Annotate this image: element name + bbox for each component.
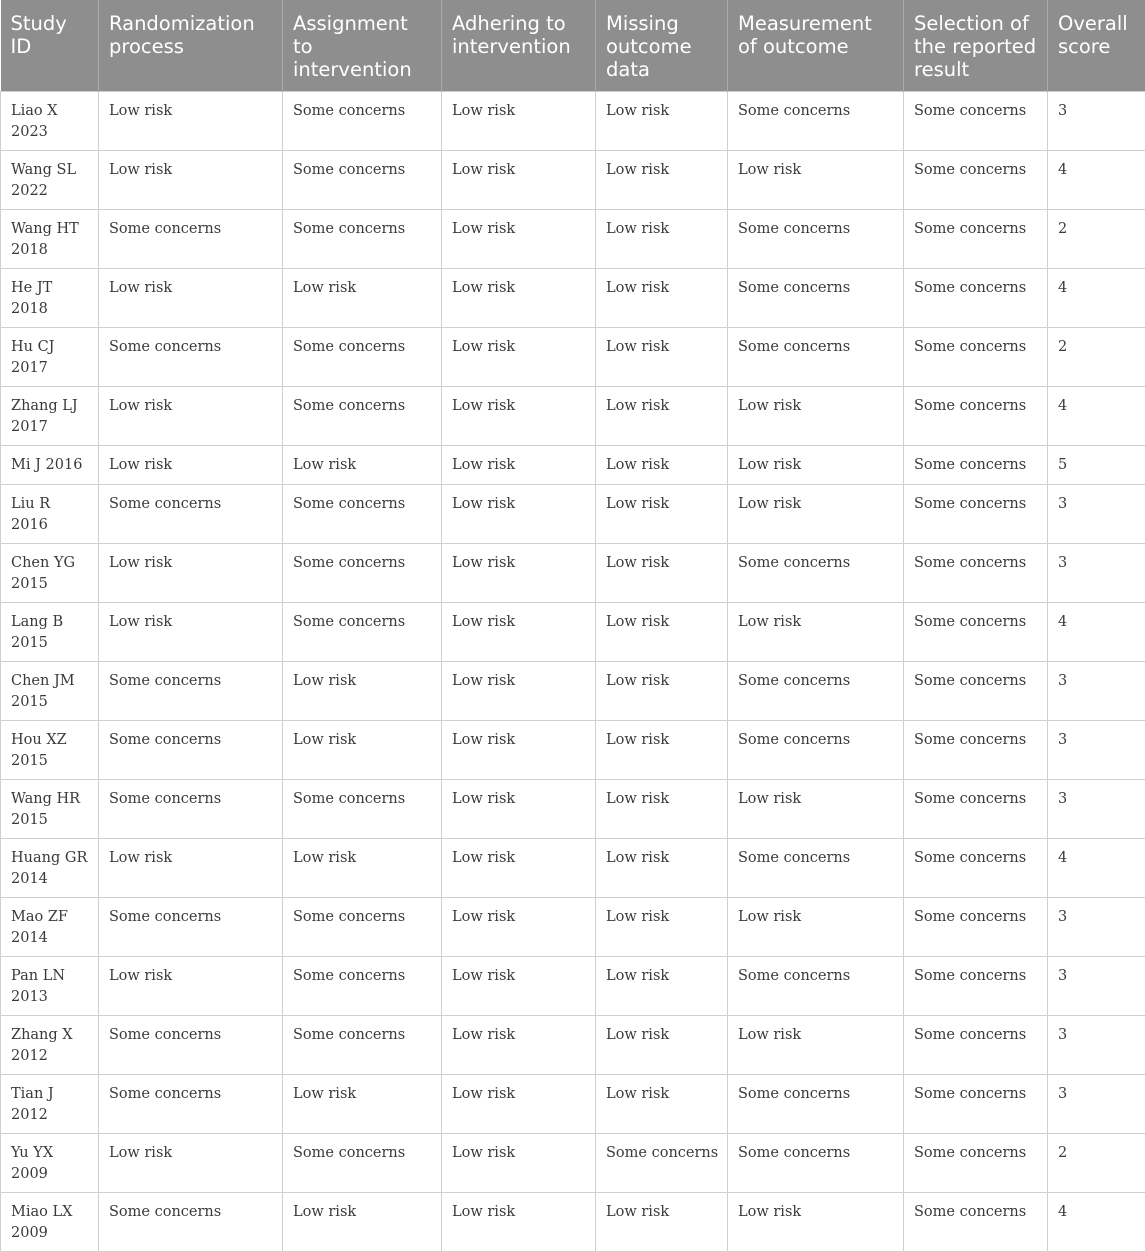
cell-selection-of-reported-result: Some concerns <box>904 92 1048 151</box>
cell-assignment-to-intervention: Some concerns <box>283 898 442 957</box>
cell-overall-score: 3 <box>1048 1075 1145 1134</box>
cell-measurement-of-outcome: Low risk <box>728 387 904 446</box>
cell-adhering-to-intervention: Low risk <box>442 210 596 269</box>
cell-study-id: Mi J 2016 <box>1 446 99 485</box>
cell-adhering-to-intervention: Low risk <box>442 269 596 328</box>
cell-overall-score: 5 <box>1048 446 1145 485</box>
cell-randomization-process: Some concerns <box>99 662 283 721</box>
cell-study-id: Lang B 2015 <box>1 603 99 662</box>
cell-adhering-to-intervention: Low risk <box>442 1193 596 1252</box>
cell-assignment-to-intervention: Some concerns <box>283 544 442 603</box>
cell-selection-of-reported-result: Some concerns <box>904 1075 1048 1134</box>
cell-overall-score: 2 <box>1048 210 1145 269</box>
cell-overall-score: 3 <box>1048 780 1145 839</box>
cell-measurement-of-outcome: Some concerns <box>728 269 904 328</box>
table-row <box>1 1075 1145 1134</box>
table-row <box>1 485 1145 544</box>
cell-selection-of-reported-result: Some concerns <box>904 780 1048 839</box>
cell-study-id: Liu R 2016 <box>1 485 99 544</box>
cell-measurement-of-outcome: Some concerns <box>728 210 904 269</box>
cell-randomization-process: Low risk <box>99 446 283 485</box>
header-study-id: Study ID <box>1 0 99 92</box>
cell-measurement-of-outcome: Low risk <box>728 1016 904 1075</box>
header-selection-of-reported-result: Selection of the reported result <box>904 0 1048 92</box>
header-measurement-of-outcome: Measurement of outcome <box>728 0 904 92</box>
cell-assignment-to-intervention: Some concerns <box>283 387 442 446</box>
cell-study-id: Hu CJ 2017 <box>1 328 99 387</box>
cell-assignment-to-intervention: Low risk <box>283 662 442 721</box>
cell-missing-outcome-data: Low risk <box>596 544 728 603</box>
cell-selection-of-reported-result: Some concerns <box>904 446 1048 485</box>
cell-study-id: Tian J 2012 <box>1 1075 99 1134</box>
header-adhering-to-intervention: Adhering to intervention <box>442 0 596 92</box>
cell-study-id: Mao ZF 2014 <box>1 898 99 957</box>
cell-study-id: He JT 2018 <box>1 269 99 328</box>
table-row <box>1 721 1145 780</box>
cell-missing-outcome-data: Low risk <box>596 603 728 662</box>
table-body <box>1 92 1145 1252</box>
table-row <box>1 957 1145 1016</box>
cell-randomization-process: Low risk <box>99 603 283 662</box>
cell-randomization-process: Low risk <box>99 151 283 210</box>
cell-assignment-to-intervention: Low risk <box>283 721 442 780</box>
cell-adhering-to-intervention: Low risk <box>442 387 596 446</box>
cell-missing-outcome-data: Low risk <box>596 210 728 269</box>
cell-randomization-process: Low risk <box>99 957 283 1016</box>
cell-measurement-of-outcome: Some concerns <box>728 544 904 603</box>
table-header-row <box>1 0 1145 92</box>
cell-randomization-process: Some concerns <box>99 1075 283 1134</box>
cell-overall-score: 3 <box>1048 485 1145 544</box>
cell-missing-outcome-data: Low risk <box>596 898 728 957</box>
cell-adhering-to-intervention: Low risk <box>442 446 596 485</box>
cell-overall-score: 4 <box>1048 387 1145 446</box>
cell-selection-of-reported-result: Some concerns <box>904 957 1048 1016</box>
cell-measurement-of-outcome: Some concerns <box>728 92 904 151</box>
cell-overall-score: 2 <box>1048 328 1145 387</box>
cell-adhering-to-intervention: Low risk <box>442 1075 596 1134</box>
table-row <box>1 151 1145 210</box>
cell-measurement-of-outcome: Some concerns <box>728 839 904 898</box>
cell-study-id: Wang SL 2022 <box>1 151 99 210</box>
cell-randomization-process: Some concerns <box>99 1193 283 1252</box>
cell-measurement-of-outcome: Low risk <box>728 1193 904 1252</box>
cell-assignment-to-intervention: Some concerns <box>283 780 442 839</box>
cell-randomization-process: Low risk <box>99 544 283 603</box>
cell-measurement-of-outcome: Low risk <box>728 485 904 544</box>
cell-adhering-to-intervention: Low risk <box>442 485 596 544</box>
table-row <box>1 898 1145 957</box>
cell-measurement-of-outcome: Some concerns <box>728 721 904 780</box>
cell-measurement-of-outcome: Low risk <box>728 780 904 839</box>
cell-measurement-of-outcome: Some concerns <box>728 328 904 387</box>
cell-missing-outcome-data: Low risk <box>596 780 728 839</box>
cell-adhering-to-intervention: Low risk <box>442 151 596 210</box>
table-row <box>1 92 1145 151</box>
cell-randomization-process: Some concerns <box>99 721 283 780</box>
table-row <box>1 387 1145 446</box>
cell-randomization-process: Low risk <box>99 269 283 328</box>
cell-adhering-to-intervention: Low risk <box>442 780 596 839</box>
cell-missing-outcome-data: Some concerns <box>596 1134 728 1193</box>
table-row <box>1 1016 1145 1075</box>
cell-study-id: Miao LX 2009 <box>1 1193 99 1252</box>
cell-selection-of-reported-result: Some concerns <box>904 328 1048 387</box>
cell-assignment-to-intervention: Some concerns <box>283 1134 442 1193</box>
cell-assignment-to-intervention: Some concerns <box>283 1016 442 1075</box>
cell-overall-score: 4 <box>1048 839 1145 898</box>
cell-assignment-to-intervention: Low risk <box>283 446 442 485</box>
cell-missing-outcome-data: Low risk <box>596 662 728 721</box>
cell-selection-of-reported-result: Some concerns <box>904 662 1048 721</box>
cell-selection-of-reported-result: Some concerns <box>904 269 1048 328</box>
cell-selection-of-reported-result: Some concerns <box>904 1016 1048 1075</box>
cell-randomization-process: Some concerns <box>99 1016 283 1075</box>
cell-randomization-process: Low risk <box>99 1134 283 1193</box>
cell-missing-outcome-data: Low risk <box>596 1016 728 1075</box>
cell-overall-score: 3 <box>1048 1016 1145 1075</box>
cell-randomization-process: Low risk <box>99 839 283 898</box>
cell-assignment-to-intervention: Some concerns <box>283 603 442 662</box>
cell-selection-of-reported-result: Some concerns <box>904 898 1048 957</box>
cell-assignment-to-intervention: Low risk <box>283 269 442 328</box>
cell-study-id: Huang GR 2014 <box>1 839 99 898</box>
cell-adhering-to-intervention: Low risk <box>442 92 596 151</box>
cell-selection-of-reported-result: Some concerns <box>904 485 1048 544</box>
table-row <box>1 1134 1145 1193</box>
cell-study-id: Chen JM 2015 <box>1 662 99 721</box>
cell-study-id: Hou XZ 2015 <box>1 721 99 780</box>
cell-overall-score: 3 <box>1048 898 1145 957</box>
cell-missing-outcome-data: Low risk <box>596 721 728 780</box>
cell-study-id: Zhang X 2012 <box>1 1016 99 1075</box>
header-randomization-process: Randomization process <box>99 0 283 92</box>
cell-randomization-process: Some concerns <box>99 780 283 839</box>
cell-missing-outcome-data: Low risk <box>596 485 728 544</box>
cell-adhering-to-intervention: Low risk <box>442 957 596 1016</box>
cell-missing-outcome-data: Low risk <box>596 269 728 328</box>
cell-missing-outcome-data: Low risk <box>596 957 728 1016</box>
table-row <box>1 269 1145 328</box>
cell-assignment-to-intervention: Some concerns <box>283 328 442 387</box>
cell-overall-score: 2 <box>1048 1134 1145 1193</box>
cell-randomization-process: Some concerns <box>99 485 283 544</box>
cell-selection-of-reported-result: Some concerns <box>904 603 1048 662</box>
cell-missing-outcome-data: Low risk <box>596 1075 728 1134</box>
cell-assignment-to-intervention: Low risk <box>283 1075 442 1134</box>
cell-study-id: Liao X 2023 <box>1 92 99 151</box>
cell-assignment-to-intervention: Some concerns <box>283 151 442 210</box>
cell-adhering-to-intervention: Low risk <box>442 1016 596 1075</box>
cell-study-id: Wang HT 2018 <box>1 210 99 269</box>
cell-adhering-to-intervention: Low risk <box>442 603 596 662</box>
cell-missing-outcome-data: Low risk <box>596 387 728 446</box>
cell-adhering-to-intervention: Low risk <box>442 544 596 603</box>
cell-selection-of-reported-result: Some concerns <box>904 839 1048 898</box>
cell-missing-outcome-data: Low risk <box>596 839 728 898</box>
cell-randomization-process: Low risk <box>99 387 283 446</box>
header-missing-outcome-data: Missing outcome data <box>596 0 728 92</box>
cell-study-id: Zhang LJ 2017 <box>1 387 99 446</box>
cell-study-id: Wang HR 2015 <box>1 780 99 839</box>
cell-selection-of-reported-result: Some concerns <box>904 151 1048 210</box>
table-row <box>1 780 1145 839</box>
cell-overall-score: 4 <box>1048 1193 1145 1252</box>
cell-selection-of-reported-result: Some concerns <box>904 544 1048 603</box>
cell-adhering-to-intervention: Low risk <box>442 1134 596 1193</box>
cell-missing-outcome-data: Low risk <box>596 328 728 387</box>
cell-measurement-of-outcome: Low risk <box>728 446 904 485</box>
cell-overall-score: 3 <box>1048 721 1145 780</box>
cell-assignment-to-intervention: Low risk <box>283 1193 442 1252</box>
cell-randomization-process: Low risk <box>99 92 283 151</box>
table-row <box>1 446 1145 485</box>
cell-adhering-to-intervention: Low risk <box>442 328 596 387</box>
cell-missing-outcome-data: Low risk <box>596 92 728 151</box>
cell-randomization-process: Some concerns <box>99 328 283 387</box>
cell-missing-outcome-data: Low risk <box>596 151 728 210</box>
cell-assignment-to-intervention: Low risk <box>283 839 442 898</box>
cell-selection-of-reported-result: Some concerns <box>904 1193 1048 1252</box>
cell-adhering-to-intervention: Low risk <box>442 662 596 721</box>
table-row <box>1 839 1145 898</box>
table-row <box>1 1193 1145 1252</box>
cell-overall-score: 3 <box>1048 544 1145 603</box>
cell-missing-outcome-data: Low risk <box>596 446 728 485</box>
table-row <box>1 210 1145 269</box>
cell-measurement-of-outcome: Some concerns <box>728 1075 904 1134</box>
cell-overall-score: 4 <box>1048 151 1145 210</box>
cell-assignment-to-intervention: Some concerns <box>283 92 442 151</box>
cell-selection-of-reported-result: Some concerns <box>904 387 1048 446</box>
header-assignment-to-intervention: Assignment to intervention <box>283 0 442 92</box>
cell-adhering-to-intervention: Low risk <box>442 839 596 898</box>
header-overall-score: Overall score <box>1048 0 1145 92</box>
cell-overall-score: 4 <box>1048 603 1145 662</box>
cell-selection-of-reported-result: Some concerns <box>904 1134 1048 1193</box>
cell-selection-of-reported-result: Some concerns <box>904 721 1048 780</box>
cell-overall-score: 4 <box>1048 269 1145 328</box>
cell-study-id: Pan LN 2013 <box>1 957 99 1016</box>
table-row <box>1 662 1145 721</box>
cell-missing-outcome-data: Low risk <box>596 1193 728 1252</box>
cell-assignment-to-intervention: Some concerns <box>283 957 442 1016</box>
cell-adhering-to-intervention: Low risk <box>442 721 596 780</box>
cell-assignment-to-intervention: Some concerns <box>283 210 442 269</box>
cell-randomization-process: Some concerns <box>99 210 283 269</box>
cell-assignment-to-intervention: Some concerns <box>283 485 442 544</box>
cell-overall-score: 3 <box>1048 957 1145 1016</box>
cell-measurement-of-outcome: Some concerns <box>728 1134 904 1193</box>
cell-measurement-of-outcome: Low risk <box>728 603 904 662</box>
cell-measurement-of-outcome: Some concerns <box>728 662 904 721</box>
table-row <box>1 603 1145 662</box>
cell-measurement-of-outcome: Low risk <box>728 898 904 957</box>
cell-adhering-to-intervention: Low risk <box>442 898 596 957</box>
cell-randomization-process: Some concerns <box>99 898 283 957</box>
cell-study-id: Yu YX 2009 <box>1 1134 99 1193</box>
cell-selection-of-reported-result: Some concerns <box>904 210 1048 269</box>
cell-measurement-of-outcome: Low risk <box>728 151 904 210</box>
table-row <box>1 328 1145 387</box>
cell-study-id: Chen YG 2015 <box>1 544 99 603</box>
table-row <box>1 544 1145 603</box>
cell-overall-score: 3 <box>1048 662 1145 721</box>
cell-overall-score: 3 <box>1048 92 1145 151</box>
cell-measurement-of-outcome: Some concerns <box>728 957 904 1016</box>
